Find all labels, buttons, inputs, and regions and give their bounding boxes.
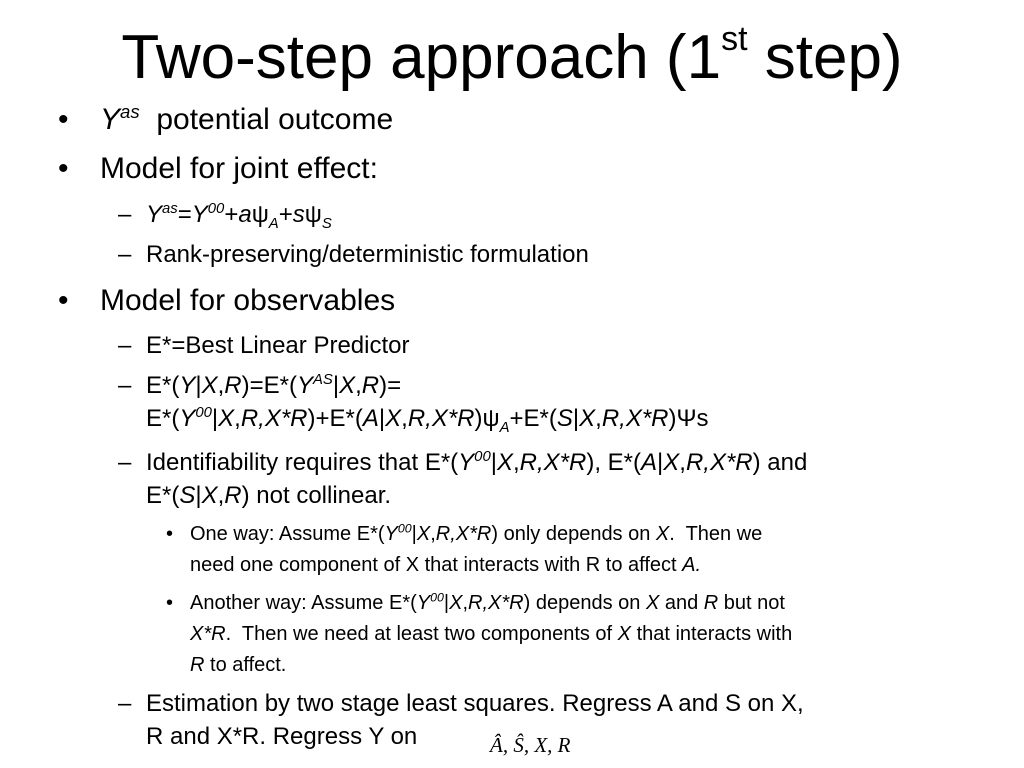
sub-bullet-marker: – xyxy=(118,201,132,228)
joint-effect-equation: $Y^{as}=Y^{00}+a\psi_A+s\psi_S$ xyxy=(146,201,332,232)
bullet-joint-effect: Model for joint effect: xyxy=(100,152,378,185)
one-way-line1: One way: Assume $E*(Y^{00}|X,R,X*R)$ only depends on X. Then we xyxy=(190,521,763,545)
bullet-marker: • xyxy=(58,103,69,136)
bullet-observables: Model for observables xyxy=(100,284,396,317)
rank-preserving-item: Rank-preserving/deterministic formulation xyxy=(146,241,589,268)
bullet-potential-outcome: $Y^{as}$ potential outcome xyxy=(100,101,394,136)
identifiability-line2: E*(S|X,R) not collinear. xyxy=(146,482,392,509)
one-way-line2: need one component of X that interacts with R to affect A. xyxy=(190,554,702,576)
slide-title: Two-step approach (1st step) xyxy=(121,20,903,92)
another-way-line3: R to affect. xyxy=(190,654,287,676)
sub-bullet-marker: – xyxy=(118,372,132,399)
bullet-marker: • xyxy=(58,152,69,185)
sub-bullet-marker: – xyxy=(118,332,132,359)
another-way-line2: X*R. Then we need at least two components of X that interacts with xyxy=(190,623,793,645)
sub-sub-bullet-marker: • xyxy=(166,592,174,614)
observables-equation-line1: $E*(Y|X,R)=E*(Y^{AS}|X,R)=$ xyxy=(146,372,402,399)
regressors-formula: Â, Ŝ, X, R xyxy=(490,733,571,757)
best-linear-predictor-item: E*=Best Linear Predictor xyxy=(146,332,410,359)
sub-bullet-marker: – xyxy=(118,690,132,717)
sub-bullet-marker: – xyxy=(118,449,132,476)
observables-equation-line2: $E*(Y^{00}|X,R,X*R)+E*(A|X,R,X*R)\psi_A+E*(S|X,R,X*R)\Psi s$ xyxy=(146,405,709,436)
estimation-line1: Estimation by two stage least squares. Regress A and S on X, xyxy=(146,690,804,717)
sub-bullet-marker: – xyxy=(118,241,132,268)
sub-sub-bullet-marker: • xyxy=(166,523,174,545)
identifiability-line1: Identifiability requires that $E*(Y^{00}|X,R,X*R)$, E*(A|X,R,X*R) and xyxy=(146,449,808,476)
estimation-line2: R and X*R. Regress Y on xyxy=(146,723,418,750)
another-way-line1: Another way: Assume $E*(Y^{00}|X,R,X*R)$ depends on X and R but not xyxy=(190,590,785,614)
bullet-marker: • xyxy=(58,284,69,317)
